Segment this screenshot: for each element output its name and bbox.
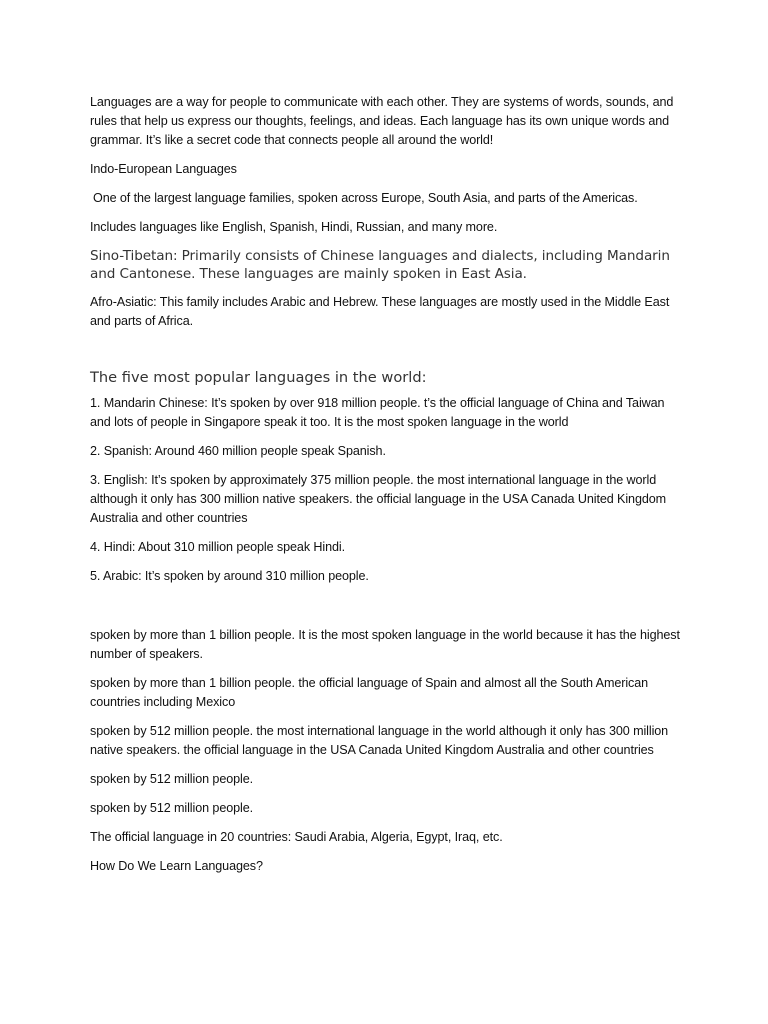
family-sino-tibetan: Sino-Tibetan: Primarily consists of Chinese languages and dialects, including Mandarin and Cantonese. These languages are mainly spoken in East Asia. bbox=[90, 248, 670, 282]
popular-item-3: 3. English: It’s spoken by approximately 375 million people. the most international language in the world although it only has 300 million native speakers. the official language in the USA Canada United Kingdom Australia and other countries bbox=[90, 473, 667, 525]
intro-paragraph: Languages are a way for people to communicate with each other. They are systems of words, sounds, and rules that help us express our thoughts, feelings, and ideas. Each language has its own unique words and grammar. It’s like a secret code that connects people all around the world! bbox=[90, 95, 674, 147]
popular-item-4: 4. Hindi: About 310 million people speak Hindi. bbox=[90, 540, 346, 554]
note-2: spoken by more than 1 billion people. the official language of Spain and almost all the South American countries including Mexico bbox=[90, 676, 649, 709]
popular-item-1: 1. Mandarin Chinese: It’s spoken by over 918 million people. t’s the official language of China and Taiwan and lots of people in Singapore speak it too. It is the most spoken language in the world bbox=[90, 396, 665, 429]
note-3: spoken by 512 million people. the most international language in the world although it only has 300 million native speakers. the official language in the USA Canada United Kingdom Australia and other countries bbox=[90, 724, 669, 757]
note-6: The official language in 20 countries: Saudi Arabia, Algeria, Egypt, Iraq, etc. bbox=[90, 830, 503, 844]
family-afro-asiatic: Afro-Asiatic: This family includes Arabic and Hebrew. These languages are mostly used in the Middle East and parts of Africa. bbox=[90, 295, 670, 328]
family-description-indo-european: One of the largest language families, spoken across Europe, South Asia, and parts of the Americas. bbox=[93, 191, 638, 205]
document-page bbox=[90, 93, 682, 886]
popular-languages-heading: The five most popular languages in the world: bbox=[90, 369, 427, 386]
learn-languages-question: How Do We Learn Languages? bbox=[90, 859, 263, 873]
family-examples-indo-european: Includes languages like English, Spanish, Hindi, Russian, and many more. bbox=[90, 220, 498, 234]
popular-item-5: 5. Arabic: It’s spoken by around 310 million people. bbox=[90, 569, 369, 583]
popular-item-2: 2. Spanish: Around 460 million people speak Spanish. bbox=[90, 444, 386, 458]
note-1: spoken by more than 1 billion people. It is the most spoken language in the world because it has the highest number of speakers. bbox=[90, 628, 680, 661]
family-heading-indo-european: Indo-European Languages bbox=[90, 162, 237, 176]
note-5: spoken by 512 million people. bbox=[90, 801, 254, 815]
note-4: spoken by 512 million people. bbox=[90, 772, 254, 786]
